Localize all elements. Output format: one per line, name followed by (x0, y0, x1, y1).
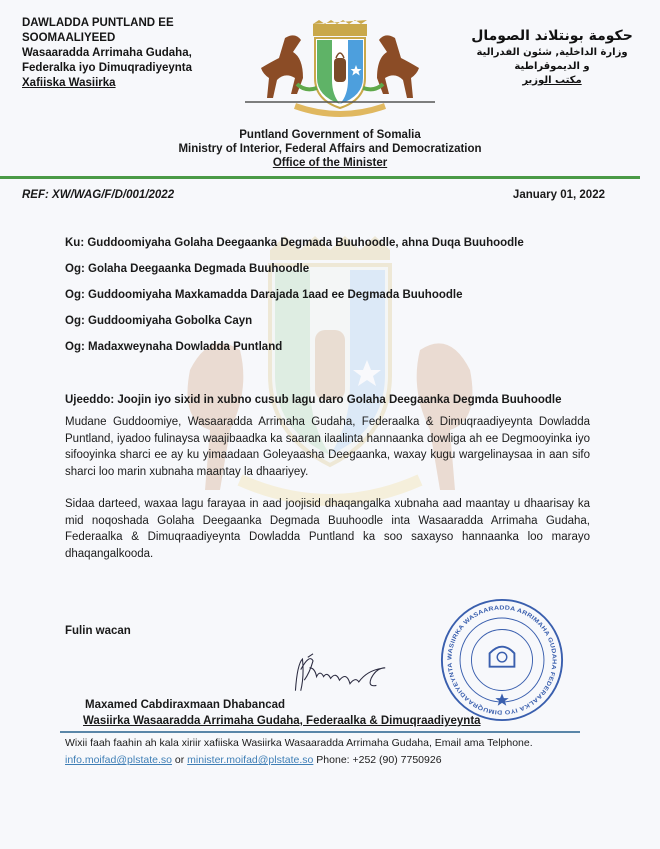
email-link-minister[interactable]: minister.moifad@plstate.so (187, 754, 314, 766)
footer-contact-details (65, 754, 442, 767)
handwritten-signature-icon (285, 652, 415, 696)
header-right-arabic (462, 26, 642, 88)
reference-number: REF: XW/WAG/F/D/001/2022 (22, 189, 175, 201)
header-left-line: Federalka iyo Dimuqradiyeynta (22, 62, 193, 74)
closing-remark: Fulin wacan (65, 625, 131, 637)
header-left-office: Xafiiska Wasiirka (22, 77, 116, 89)
header-left-somali (22, 16, 217, 91)
header-right-line: حكومة بونتلاند الصومال (471, 28, 633, 44)
header-center-line: Ministry of Interior, Federal Affairs and Democratization (178, 143, 482, 155)
footer-or: or (174, 754, 185, 766)
header-center-office: Office of the Minister (272, 157, 388, 169)
body-paragraph-2: Sidaa darteed, waxaa lagu farayaa in aad joojisid dhaqangalka xubnaha aad maantay u dhaarisay ka mid noqoshada Golaha Deegaanka Degmada Buuhoodle inta Wasaaradda Arrimaha Gudaha, Federaalka & Dimuqraadiyeynta Dowladda Puntland ka soo saxayso hannaanka loo marayo dhaqangalkooda. (65, 498, 590, 560)
header-right-line: وزارة الداخلية, شئون الفدرالية (476, 47, 628, 58)
letter-subject: Ujeeddo: Joojin iyo sixid in xubno cusub lagu daro Golaha Deegaanka Degmda Buuhoodle (65, 394, 562, 406)
footer-phone: Phone: +252 (90) 7750926 (316, 754, 442, 766)
puntland-coat-of-arms-icon (225, 20, 455, 124)
recipient-to: Ku: Guddoomiyaha Golaha Deegaanka Degmada Buuhoodle, ahna Duqa Buuhoodle (65, 237, 524, 249)
recipient-cc: Og: Madaxweynaha Dowladda Puntland (65, 341, 283, 353)
header-right-office: مكتب الوزير (522, 75, 582, 86)
header-left-line: DAWLADDA PUNTLAND EE (22, 17, 174, 29)
footer-divider (60, 731, 580, 733)
recipient-cc: Og: Guddoomiyaha Maxkamadda Darajada 1aad ee Degmada Buuhoodle (65, 289, 463, 301)
footer-contact-note: Wixii faah faahin ah kala xiriir xafiiska Wasiirka Wasaaradda Arrimaha Gudaha, Email ama Telphone. (65, 737, 533, 749)
header-center-english (0, 128, 660, 170)
header-left-line: SOOMAALIYEED (22, 32, 116, 44)
recipients-list (65, 236, 524, 366)
letter-date: January 01, 2022 (512, 189, 605, 201)
stamp-text: WASIIRKA WASAARADDA ARRIMAHA GUDAHA FEDERAALKA IYO DIMUQRAADIYEYNTA (447, 605, 557, 715)
official-stamp-icon (440, 598, 564, 722)
body-paragraph-1: Mudane Guddoomiye, Wasaaradda Arrimaha Gudaha, Federaalka & Dimuqraadiyeynta Dowladda Puntland, iyadoo fulinaysa waajibaadka ka saaran ilaalinta hannaanka dowliga ah ee Degmooyinka iyo sifooyinka sharci ee ay ku yimaadaan Goleyaasha Deegaanka, waxay kugu wargelinaysaa in aan sifo sharci loo marin xubnaha maantay la dhaariyey. (65, 416, 590, 478)
header-center-line: Puntland Government of Somalia (239, 129, 421, 141)
header-left-line: Wasaaradda Arrimaha Gudaha, (22, 47, 192, 59)
signatory-name: Maxamed Cabdiraxmaan Dhabancad (85, 699, 286, 711)
recipient-cc: Og: Guddoomiyaha Gobolka Cayn (65, 315, 253, 327)
email-link-info[interactable]: info.moifad@plstate.so (65, 754, 172, 766)
recipient-cc: Og: Golaha Deegaanka Degmada Buuhoodle (65, 263, 310, 275)
header-divider (0, 176, 640, 179)
signatory-title: Wasiirka Wasaaradda Arrimaha Gudaha, Federaalka & Dimuqraadiyeynta (83, 715, 481, 727)
header-right-line: و الديموقراطية (514, 61, 590, 72)
